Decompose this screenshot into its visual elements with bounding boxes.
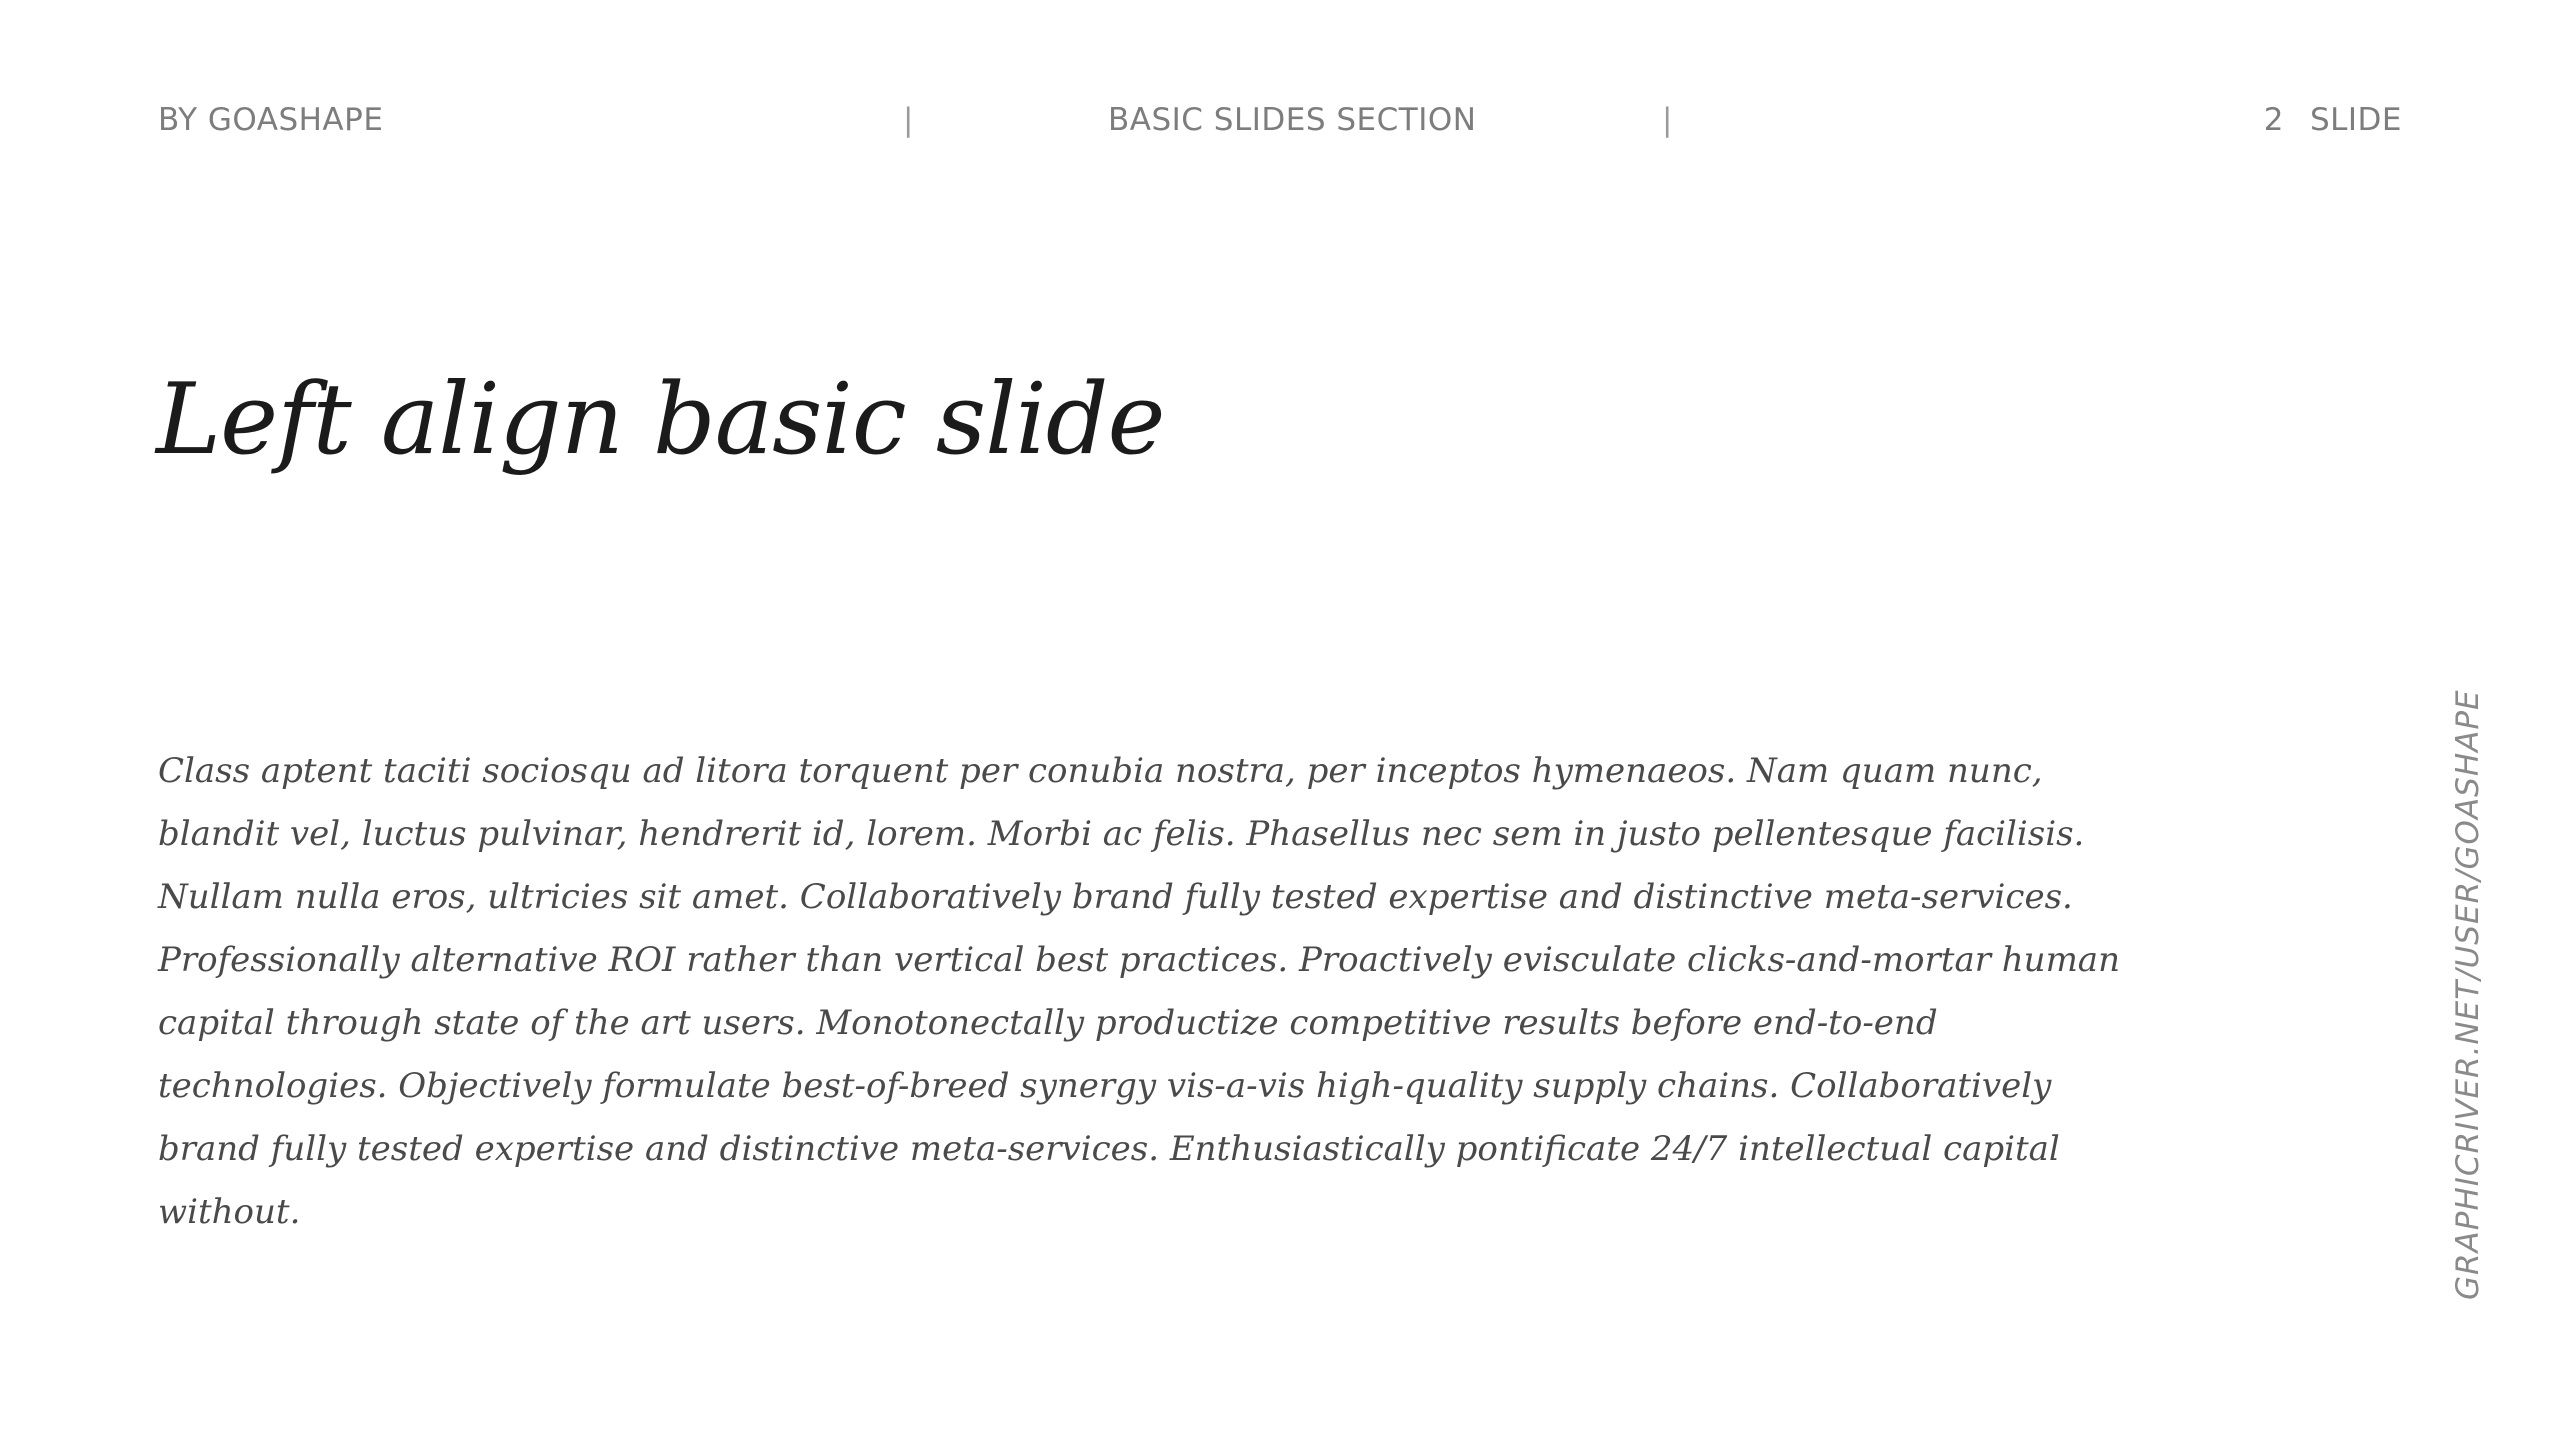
header-author: BY GOASHAPE xyxy=(158,102,384,138)
header-slide-indicator xyxy=(2264,100,2402,140)
slide-label: SLIDE xyxy=(2309,102,2402,138)
slide-number: 2 xyxy=(2263,102,2284,138)
header-separator-left: | xyxy=(903,102,914,138)
header-separator-right: | xyxy=(1662,102,1673,138)
slide-title: Left align basic slide xyxy=(156,363,1165,477)
side-credit-url: GRAPHICRIVER.NET/USER/GOASHAPE xyxy=(2450,689,2486,1300)
header-section: BASIC SLIDES SECTION xyxy=(1108,102,1477,138)
slide-body-text: Class aptent taciti sociosqu ad litora torquent per conubia nostra, per inceptos hymenaeos. Nam quam nunc, blandit vel, luctus pulvinar, hendrerit id, lorem. Morbi ac felis. Phasellus nec sem in justo pellentesque facilisis. Nullam nulla eros, ultricies sit amet. Collaboratively brand fully tested expertise and distinctive meta-services. Professionally alternative ROI rather than vertical best practices. Proactively evisculate clicks-and-mortar human capital through state of the art users. Monotonectally productize competitive results before end-to-end technologies. Objectively formulate best-of-breed synergy vis-a-vis high-quality supply chains. Collaboratively brand fully tested expertise and distinctive meta-services. Enthusiastically pontificate 24/7 intellectual capital without. xyxy=(158,751,2120,1232)
